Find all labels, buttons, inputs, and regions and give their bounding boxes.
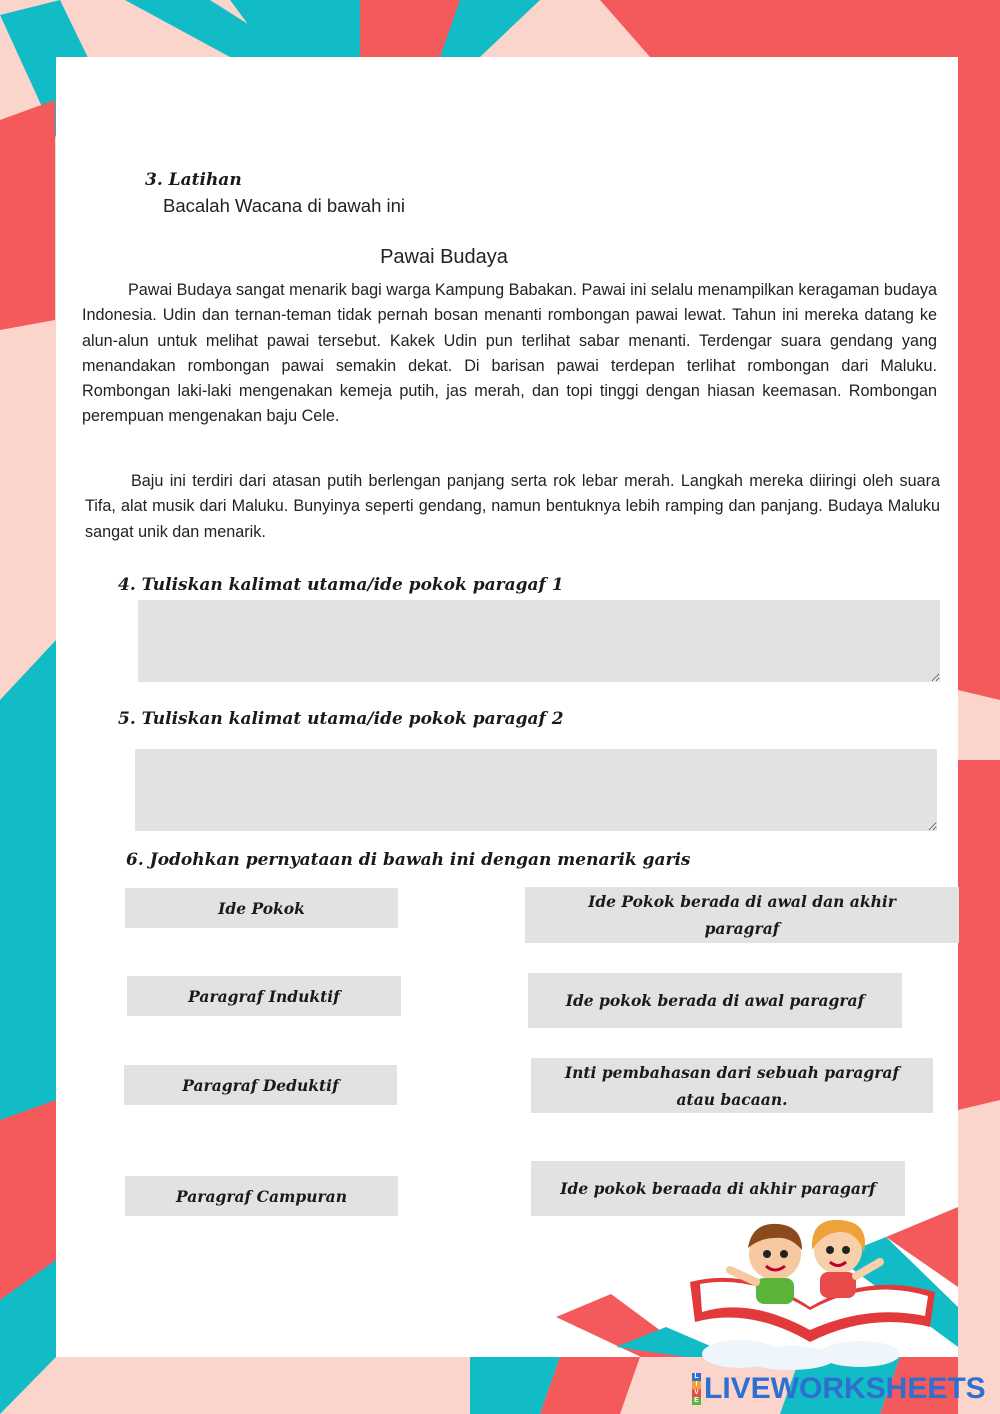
match-right-item[interactable]: Ide pokok beraada di akhir paragarf [531,1161,905,1216]
story-paragraph-2: Baju ini terdiri dari atasan putih berlengan panjang serta rok lebar merah. Langkah mereka diiringi oleh suara Tifa, alat musik dari Maluku. Bunyinya seperti gendang, namun bentuknya lebih ramping dan panjang. Budaya Maluku sangat unik dan menarik. [85,472,940,541]
match-left-item[interactable]: Paragraf Induktif [127,976,401,1016]
answer-input-paragraph-1[interactable] [138,600,940,682]
story-paragraph-1: Pawai Budaya sangat menarik bagi warga Kampung Babakan. Pawai ini selalu menampilkan keragaman budaya Indonesia. Udin dan ternan-teman tidak pernah bosan menanti rombongan pawai lewat. Tahun ini mereka datang ke alun-alun untuk melihat pawai tersebut. Kakek Udin pun terlihat sabar menanti. Terdengar suara gendang yang menandakan rombongan pawai semakin dekat. Di barisan pawai terdepan terlihat rombongan dari Maluku. Rombongan laki-laki mengenakan kemeja putih, jas merah, dan topi tinggi dengan hiasan keemasan. Rombongan perempuan mengenakan baju Cele. [82,281,937,426]
answer-input-paragraph-2[interactable] [135,749,937,831]
live-badge-icon: L I V E [692,1373,701,1405]
kids-reading-book-icon [680,1212,950,1372]
question-4: 4. Tuliskan kalimat utama/ide pokok paragaf 1 [118,575,564,595]
exercise-title: 3. Latihan [145,170,242,190]
match-right-item[interactable]: Ide pokok berada di awal paragraf [528,973,902,1028]
match-right-item[interactable]: Ide Pokok berada di awal dan akhir paragraf [525,887,959,943]
exercise-instruction: Bacalah Wacana di bawah ini [163,195,406,216]
question-6: 6. Jodohkan pernyataan di bawah ini dengan menarik garis [126,850,691,870]
match-left-item[interactable]: Paragraf Campuran [125,1176,398,1216]
story-title: Pawai Budaya [380,246,508,268]
question-5: 5. Tuliskan kalimat utama/ide pokok paragaf 2 [118,709,564,729]
match-left-item[interactable]: Ide Pokok [125,888,398,928]
match-right-item[interactable]: Inti pembahasan dari sebuah paragraf atau bacaan. [531,1058,933,1113]
match-left-item[interactable]: Paragraf Deduktif [124,1065,397,1105]
liveworksheets-logo [692,1372,986,1406]
brand-text: LIVEWORKSHEETS [704,1372,986,1405]
